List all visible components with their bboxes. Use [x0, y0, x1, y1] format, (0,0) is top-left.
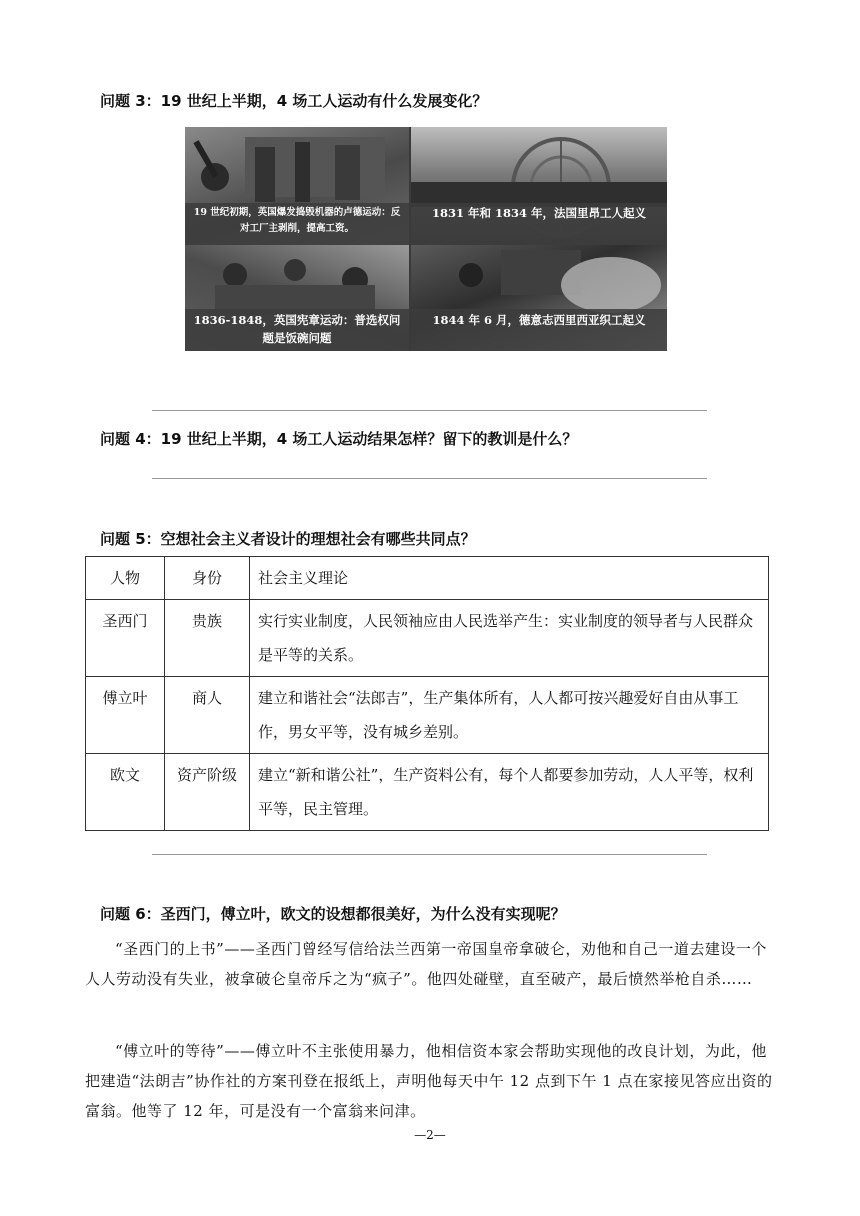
lyon-uprising-image	[411, 127, 667, 245]
question-3: 问题 3：19 世纪上半期，4 场工人运动有什么发展变化？	[100, 92, 488, 110]
cell-person: 欧文	[86, 754, 165, 831]
utopian-socialists-table	[85, 556, 769, 831]
luddite-image	[185, 127, 409, 245]
header-person: 人物	[86, 557, 165, 600]
cell-identity: 贵族	[165, 600, 250, 677]
page-number: —2—	[414, 1128, 446, 1142]
answer-line	[152, 410, 707, 411]
caption-chartist: 1836-1848，英国宪章运动：普选权问题是饭碗问题	[185, 309, 409, 351]
header-identity: 身份	[165, 557, 250, 600]
question-4: 问题 4：19 世纪上半期，4 场工人运动结果怎样？留下的教训是什么？	[100, 430, 578, 448]
caption-silesian: 1844 年 6 月，德意志西里西亚织工起义	[411, 309, 667, 351]
workers-movement-collage	[185, 127, 667, 351]
paragraph-fourier: “傅立叶的等待”——傅立叶不主张使用暴力，他相信资本家会帮助实现他的改良计划，为此，他把建造“法朗吉”协作社的方案刊登在报纸上，声明他每天中午 12 点到下午 1 点在家接见答应出资的富翁。他等了 12 年，可是没有一个富翁来问津。	[85, 1042, 773, 1120]
answer-line	[152, 854, 707, 855]
header-theory: 社会主义理论	[250, 557, 769, 600]
cell-identity: 商人	[165, 677, 250, 754]
cell-theory: 建立和谐社会“法郎吉”，生产集体所有，人人都可按兴趣爱好自由从事工作，男女平等，没有城乡差别。	[250, 677, 769, 754]
question-5: 问题 5：空想社会主义者设计的理想社会有哪些共同点？	[100, 530, 476, 548]
cell-theory: 建立“新和谐公社”，生产资料公有，每个人都要参加劳动，人人平等，权利平等，民主管理。	[250, 754, 769, 831]
table-row	[86, 600, 769, 677]
question-6: 问题 6：圣西门，傅立叶，欧文的设想都很美好，为什么没有实现呢？	[100, 905, 566, 923]
cell-person: 傅立叶	[86, 677, 165, 754]
caption-lyon: 1831 年和 1834 年，法国里昂工人起义	[411, 203, 667, 245]
cell-theory: 实行实业制度，人民领袖应由人民选举产生：实业制度的领导者与人民群众是平等的关系。	[250, 600, 769, 677]
table-row	[86, 677, 769, 754]
cell-person: 圣西门	[86, 600, 165, 677]
table-header-row	[86, 557, 769, 600]
cell-identity: 资产阶级	[165, 754, 250, 831]
answer-line	[152, 478, 707, 479]
silesian-uprising-image	[411, 245, 667, 351]
table-row	[86, 754, 769, 831]
chartist-image	[185, 245, 409, 351]
paragraph-saint-simon: “圣西门的上书”——圣西门曾经写信给法兰西第一帝国皇帝拿破仑，劝他和自己一道去建设一个人人劳动没有失业，被拿破仑皇帝斥之为“疯子”。他四处碰壁，直至破产，最后愤然举枪自杀……	[85, 940, 767, 988]
caption-luddite: 19 世纪初期，英国爆发捣毁机器的卢德运动：反对工厂主剥削，提高工资。	[185, 203, 409, 245]
